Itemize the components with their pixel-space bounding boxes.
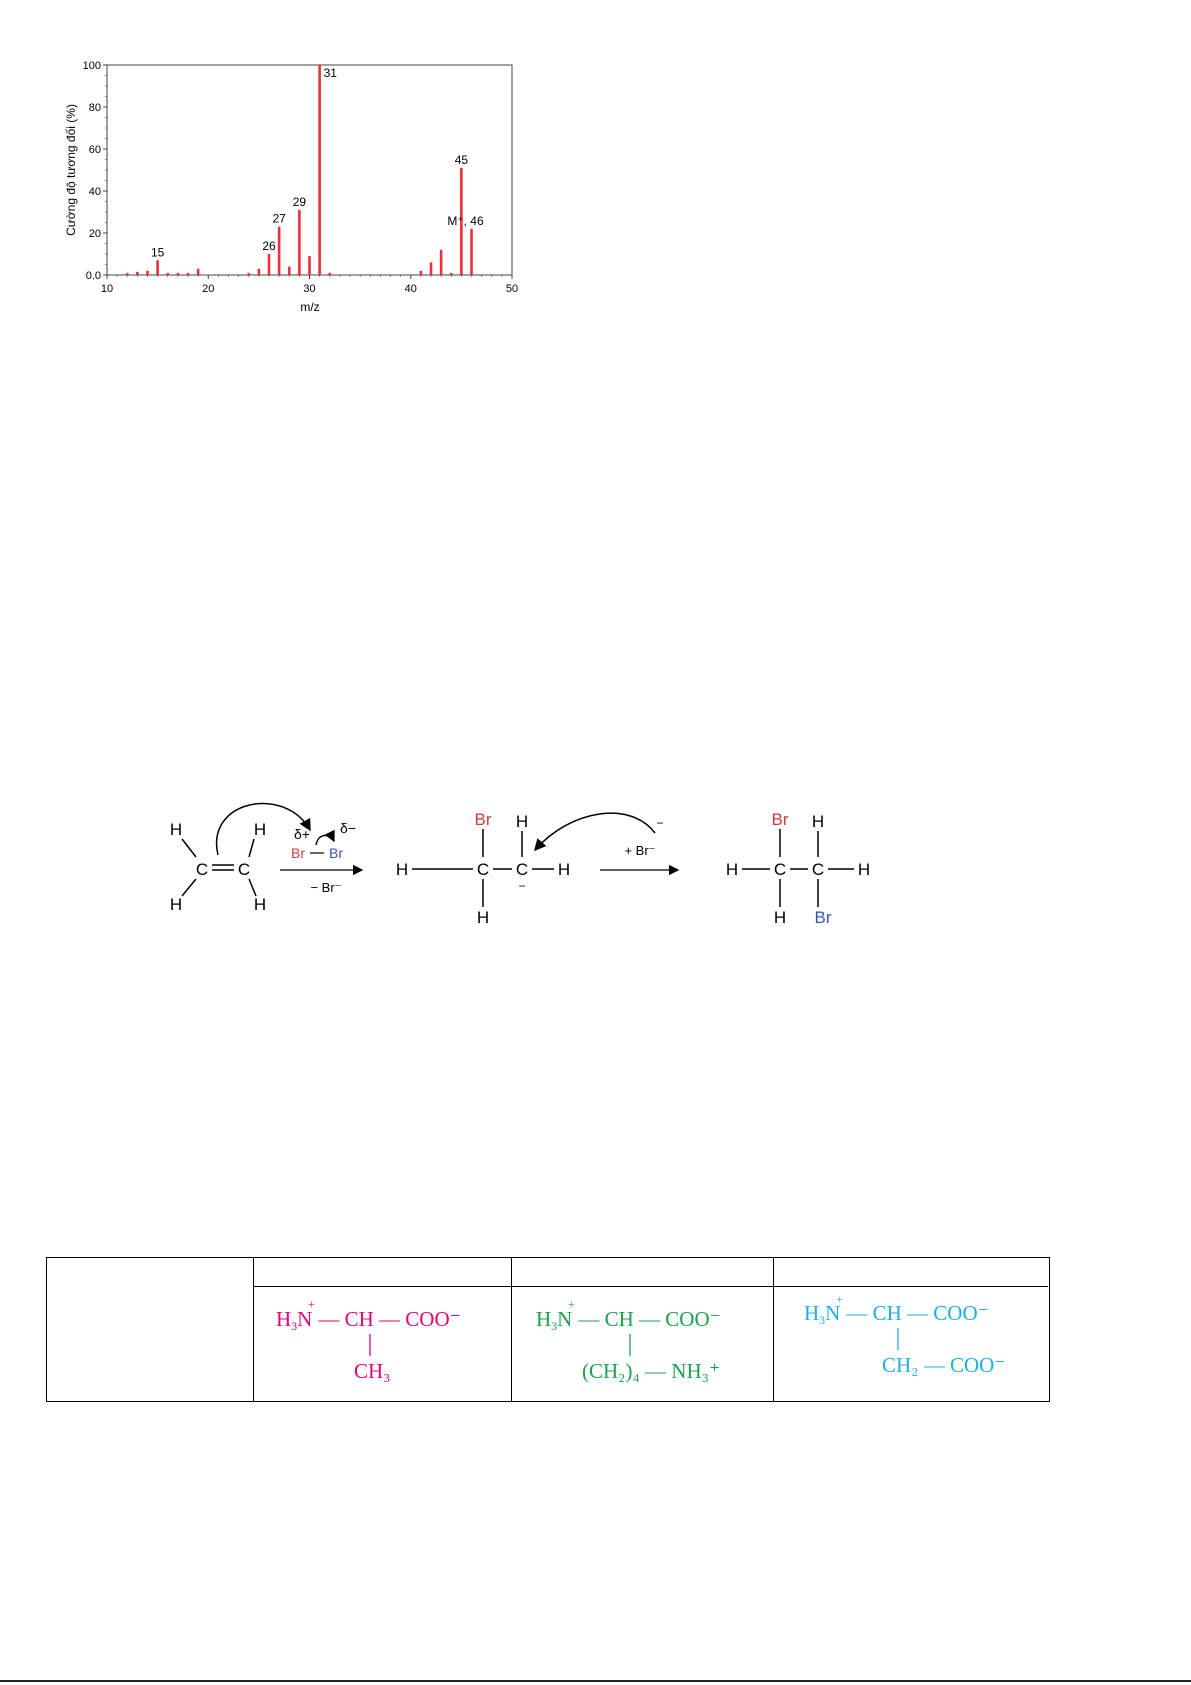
y-axis-label: Cường độ tương đối (%) [64,104,78,236]
svg-text:Br: Br [771,810,789,829]
svg-text:H: H [515,812,529,831]
mass-spectrum-chart [55,55,535,315]
x-tick-label: 40 [404,283,417,295]
y-tick-label: 100 [82,60,101,72]
svg-text:Br: Br [474,810,492,829]
x-tick-label: 20 [202,283,215,295]
bromide-minus: − [656,816,664,830]
svg-text:+: + [308,1297,315,1311]
svg-text:Br: Br [329,845,343,861]
svg-text:C: C [476,860,490,879]
peak-label: 31 [323,66,337,80]
table-header-cell [774,1258,1048,1287]
peak-label: 27 [272,211,286,226]
svg-text:CH₂ — COO⁻: CH₂ — COO⁻ [882,1353,1006,1377]
x-tick-label: 10 [100,283,114,295]
svg-text:(CH₂)₄ — NH₃⁺: (CH₂)₄ — NH₃⁺ [582,1359,721,1383]
svg-text:H: H [169,820,183,839]
table-header-cell [254,1258,511,1287]
svg-text:C: C [195,860,209,879]
x-tick-label: 30 [303,283,316,295]
svg-text:H: H [857,860,871,879]
bromine-addition-mechanism [130,795,980,940]
peak-label: 15 [150,245,165,260]
svg-text:H: H [725,860,739,879]
svg-text:C: C [515,860,529,879]
svg-text:+: + [568,1297,575,1311]
svg-text:H: H [395,860,409,879]
peak-label: M⁺, 46 [447,213,484,228]
table-cell-empty [47,1258,253,1401]
svg-text:CH₃: CH₃ [354,1359,391,1383]
y-tick-label: 20 [88,228,101,240]
svg-text:Br: Br [814,908,832,927]
svg-text:C: C [237,860,251,879]
plot-frame [107,65,512,275]
svg-text:H3N— CH — COO⁻: H3N — CH — COO⁻ [276,1307,461,1333]
page-bottom-rule [0,1680,1191,1682]
peak-label: 29 [292,194,307,209]
y-tick-label: 60 [88,144,101,156]
svg-text:H: H [253,895,267,914]
amino-acid-structure-3 [774,1286,1049,1400]
svg-text:Br: Br [291,845,305,861]
table-cell-amino-acid-3 [773,1258,1048,1401]
svg-text:H3N— CH — COO⁻: H3N — CH — COO⁻ [804,1301,989,1327]
bromine-molecule [291,820,356,861]
amino-acid-structure-1 [254,1286,512,1400]
svg-text:δ−: δ− [340,820,356,836]
y-axis-ticks [83,60,107,282]
table-header-cell [512,1258,773,1287]
svg-text:C: C [773,860,787,879]
svg-text:δ+: δ+ [294,826,310,842]
svg-text:H: H [476,908,490,927]
peak-label: 26 [262,239,276,253]
svg-text:H: H [557,860,571,879]
x-axis-ticks [101,275,518,295]
svg-text:+: + [836,1292,843,1306]
x-axis-label: m/z [300,300,320,314]
svg-text:H: H [773,908,787,927]
table-cell-amino-acid-2 [511,1258,773,1401]
svg-text:C: C [811,860,825,879]
amino-acid-table [46,1257,1050,1402]
carbanion-intermediate [396,810,570,927]
svg-text:H: H [253,820,267,839]
svg-text:H: H [811,812,825,831]
peak-label: 45 [454,152,469,167]
y-tick-label: 0.0 [85,270,101,282]
table-cell-amino-acid-1 [253,1258,511,1401]
svg-text:H3N— CH — COO⁻: H3N — CH — COO⁻ [536,1307,721,1333]
svg-text:H: H [169,895,183,914]
amino-acid-structure-2 [512,1286,774,1400]
reagent-label: + Br⁻ [624,843,656,858]
dibromoethane-product [726,810,870,927]
y-tick-label: 40 [88,186,101,198]
peak-labels [151,66,484,259]
x-tick-label: 50 [505,283,519,295]
y-tick-label: 80 [88,102,101,114]
byproduct-label: − Br⁻ [310,880,342,895]
spectrum-peaks [127,65,471,275]
svg-text:−: − [518,879,526,893]
